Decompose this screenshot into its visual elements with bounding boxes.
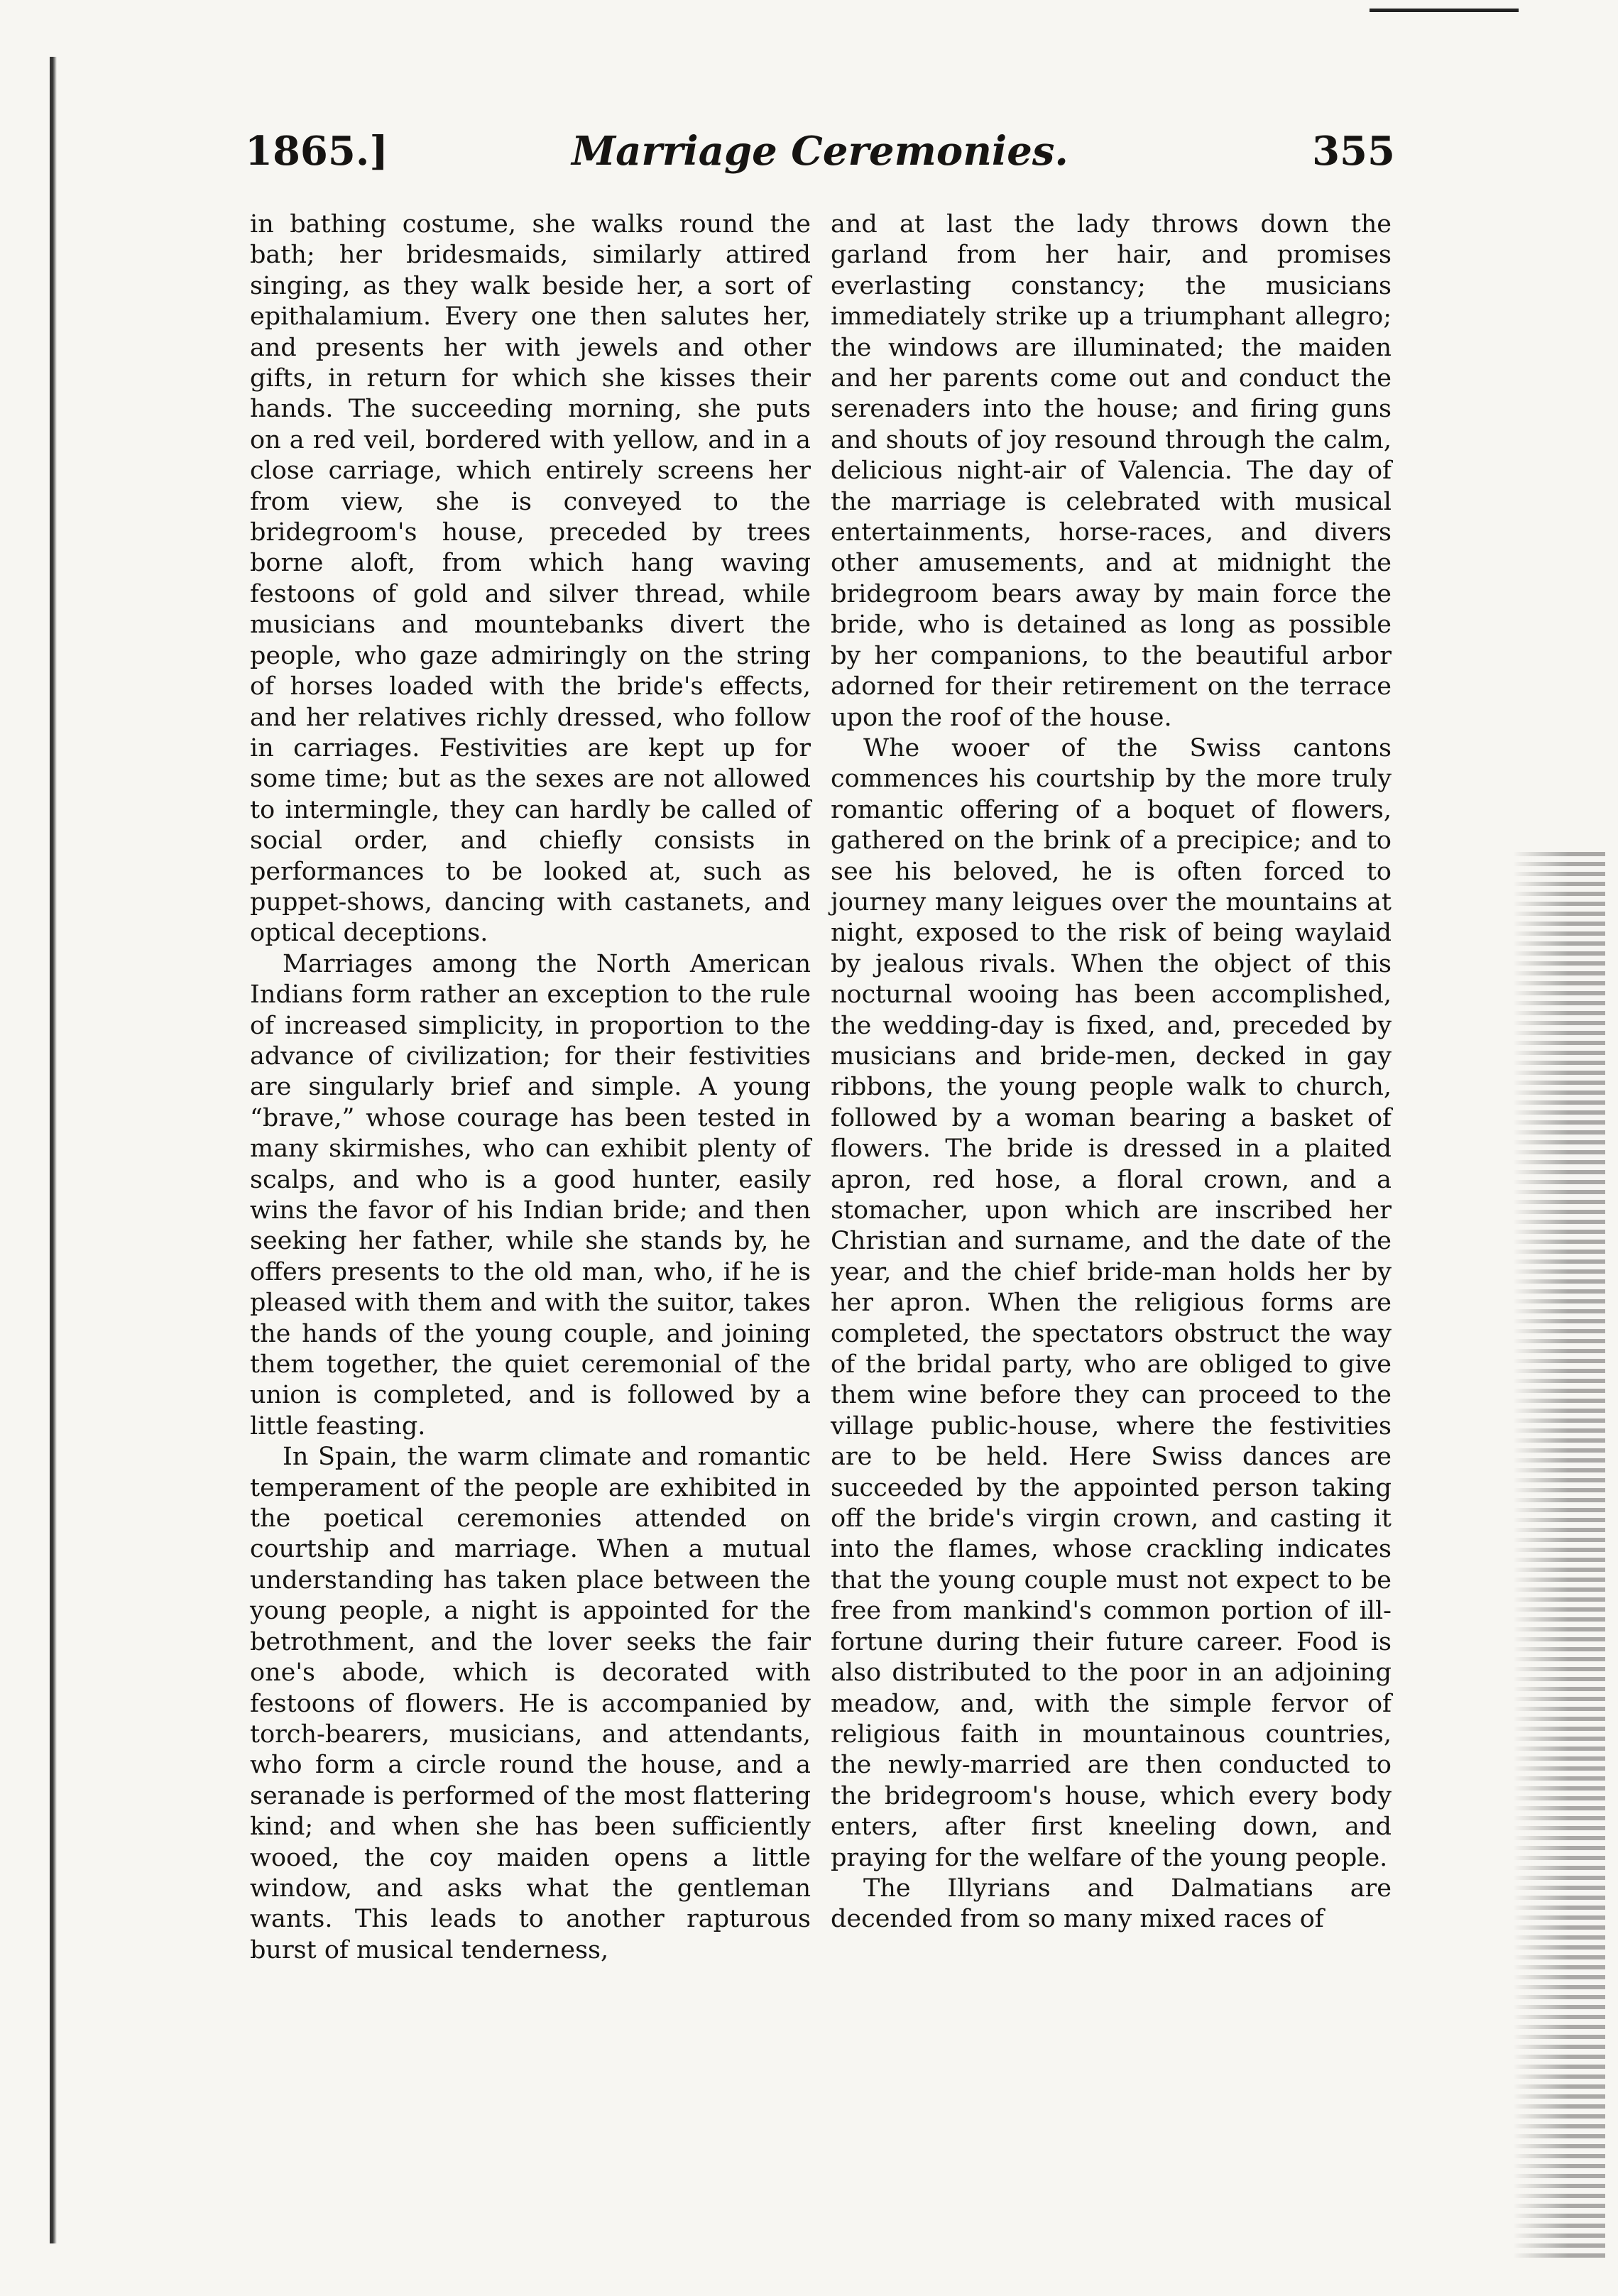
paragraph-left-1: in bathing costume, she walks round the bath; her bridesmaids, similarly attired singing, as they walk beside her, a sort of epithalamium. Every one then salutes her, and presents her with jewels and other gifts, in return for which she kisses their hands. The succeeding morning, she puts on a red veil, bordered with yellow, and in a close carriage, which entirely screens her from view, she is conveyed to the bridegroom's house, preceded by trees borne aloft, from which hang waving festoons of gold and silver thread, while musicians and mountebanks divert the people, who gaze admiringly on the string of horses loaded with the bride's effects, and her relatives richly dressed, who follow in carriages. Festivities are kept up for some time; but as the sexes are not allowed to intermingle, they can hardly be called of social order, and chiefly consists in performances to be looked at, such as puppet-shows, dancing with castanets, and optical deceptions. bbox=[250, 210, 811, 948]
header-year: 1865.] bbox=[245, 128, 388, 175]
page-number: 355 bbox=[1312, 128, 1395, 175]
paragraph-left-2: Marriages among the North American Indians form rather an exception to the rule of increased simplicity, in proportion to the advance of civilization; for their festivities are singularly brief and simple. A young “brave,” whose courage has been tested in many skirmishes, who can exhibit plenty of scalps, and who is a good hunter, easily wins the favor of his Indian bride; and then seeking her father, while she stands by, he offers presents to the old man, who, if he is pleased with them and with the suitor, takes the hands of the young couple, and joining them together, the quiet ceremonial of the union is completed, and is followed by a little feasting. bbox=[250, 949, 811, 1441]
paragraph-left-3: In Spain, the warm climate and romantic temperament of the people are exhibited in the poetical ceremonies attended on courtship and marriage. When a mutual understanding has taken place between the young people, a night is appointed for the betrothment, and the lover seeks the fair one's abode, which is decorated with festoons of flowers. He is accompanied by torch-bearers, musicians, and attendants, who form a circle round the house, and a seranade is performed of the most flattering kind; and when she has been sufficiently wooed, the coy maiden opens a little window, and asks what the gentleman wants. This leads to another rapturous burst of musical tenderness, bbox=[250, 1443, 811, 1964]
paragraph-right-1: and at last the lady throws down the garland from her hair, and promises everlasting constancy; the musicians immediately strike up a triumphant allegro; the windows are illuminated; the maiden and her parents come out and conduct the serenaders into the house; and firing guns and shouts of joy resound through the calm, delicious night-air of Valencia. The day of the marriage is celebrated with musical entertainments, horse-races, and divers other amusements, and at midnight the bridegroom bears away by main force the bride, who is detained as long as possible by her companions, to the beautiful arbor adorned for their retirement on the terrace upon the roof of the house. bbox=[831, 210, 1392, 732]
right-column bbox=[831, 209, 1392, 1935]
paragraph-right-3: The Illyrians and Dalmatians are decended from so many mixed races of bbox=[831, 1874, 1392, 1934]
header-title: Marriage Ceremonies. bbox=[572, 128, 1068, 175]
scan-edge-right bbox=[1513, 852, 1605, 2258]
top-rule bbox=[1370, 9, 1519, 12]
paragraph-right-2: Whe wooer of the Swiss cantons commences his courtship by the more truly romantic offering of a boquet of flowers, gathered on the brink of a precipice; and to see his beloved, he is often forced to journey many leigues over the mountains at night, exposed to the risk of being waylaid by jealous rivals. When the object of this nocturnal wooing has been accomplished, the wedding-day is fixed, and, preceded by musicians and bride-men, decked in gay ribbons, the young people walk to church, followed by a woman bearing a basket of flowers. The bride is dressed in a plaited apron, red hose, a floral crown, and a stomacher, upon which are inscribed her Christian and surname, and the date of the year, and the chief bride-man holds her by her apron. When the religious forms are completed, the spectators obstruct the way of the bridal party, who are obliged to give them wine before they can proceed to the village public-house, where the festivities are to be held. Here Swiss dances are succeeded by the appointed person taking off the bride's virgin crown, and casting it into the flames, whose crackling indicates that the young couple must not expect to be free from mankind's common portion of ill-fortune during their future career. Food is also distributed to the poor in an adjoining meadow, and, with the simple fervor of religious faith in mountainous countries, the newly-married are then conducted to the bridegroom's house, which every body enters, after first kneeling down, and praying for the welfare of the young people. bbox=[831, 733, 1392, 1872]
left-column bbox=[250, 209, 811, 1966]
scan-edge-left bbox=[50, 57, 57, 2243]
running-header bbox=[245, 128, 1395, 185]
